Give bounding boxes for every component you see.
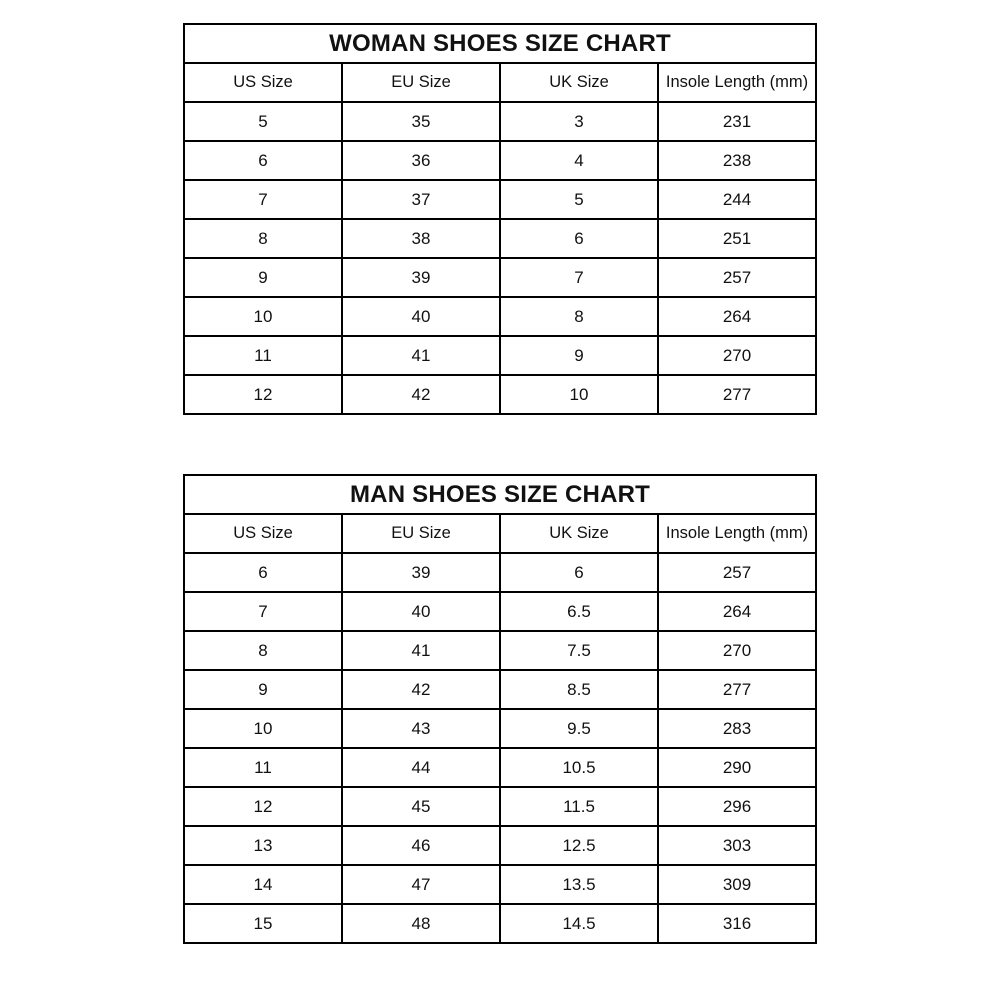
uk-size-cell: 6.5 <box>500 592 658 631</box>
us-size-cell: 5 <box>184 102 342 141</box>
table-row <box>184 631 816 670</box>
table-row <box>184 826 816 865</box>
us-size-cell: 10 <box>184 709 342 748</box>
table-row <box>184 219 816 258</box>
insole-length-cell: 257 <box>658 553 816 592</box>
eu-size-cell: 41 <box>342 336 500 375</box>
table-row <box>184 141 816 180</box>
us-size-cell: 6 <box>184 141 342 180</box>
eu-size-cell: 35 <box>342 102 500 141</box>
uk-size-cell: 9 <box>500 336 658 375</box>
eu-size-cell: 39 <box>342 258 500 297</box>
insole-length-cell: 270 <box>658 631 816 670</box>
table-row <box>184 904 816 943</box>
uk-size-cell: 7.5 <box>500 631 658 670</box>
insole-length-cell: 283 <box>658 709 816 748</box>
table-row <box>184 748 816 787</box>
eu-size-cell: 39 <box>342 553 500 592</box>
insole-length-cell: 264 <box>658 592 816 631</box>
eu-size-cell: 42 <box>342 670 500 709</box>
uk-size-cell: 6 <box>500 219 658 258</box>
table-row <box>184 553 816 592</box>
insole-length-cell: 296 <box>658 787 816 826</box>
table-row <box>184 865 816 904</box>
us-size-cell: 12 <box>184 787 342 826</box>
insole-length-cell: 231 <box>658 102 816 141</box>
uk-size-cell: 9.5 <box>500 709 658 748</box>
us-size-cell: 12 <box>184 375 342 414</box>
column-header-eu-size: EU Size <box>342 63 500 102</box>
table-row <box>184 375 816 414</box>
eu-size-cell: 40 <box>342 297 500 336</box>
man-table-body <box>184 553 816 943</box>
eu-size-cell: 45 <box>342 787 500 826</box>
insole-length-cell: 264 <box>658 297 816 336</box>
table-title-row <box>184 475 816 514</box>
eu-size-cell: 40 <box>342 592 500 631</box>
us-size-cell: 11 <box>184 748 342 787</box>
uk-size-cell: 10.5 <box>500 748 658 787</box>
column-header-insole-length: Insole Length (mm) <box>658 63 816 102</box>
table-row <box>184 336 816 375</box>
insole-length-cell: 257 <box>658 258 816 297</box>
uk-size-cell: 13.5 <box>500 865 658 904</box>
insole-length-cell: 309 <box>658 865 816 904</box>
us-size-cell: 14 <box>184 865 342 904</box>
us-size-cell: 10 <box>184 297 342 336</box>
insole-length-cell: 316 <box>658 904 816 943</box>
woman-size-chart-table <box>183 23 817 415</box>
table-row <box>184 258 816 297</box>
us-size-cell: 6 <box>184 553 342 592</box>
uk-size-cell: 12.5 <box>500 826 658 865</box>
woman-chart-title: WOMAN SHOES SIZE CHART <box>184 24 816 63</box>
eu-size-cell: 44 <box>342 748 500 787</box>
table-row <box>184 787 816 826</box>
us-size-cell: 9 <box>184 670 342 709</box>
man-size-chart-table <box>183 474 817 944</box>
eu-size-cell: 41 <box>342 631 500 670</box>
us-size-cell: 8 <box>184 631 342 670</box>
column-header-us-size: US Size <box>184 63 342 102</box>
uk-size-cell: 8.5 <box>500 670 658 709</box>
us-size-cell: 7 <box>184 180 342 219</box>
uk-size-cell: 14.5 <box>500 904 658 943</box>
us-size-cell: 13 <box>184 826 342 865</box>
uk-size-cell: 6 <box>500 553 658 592</box>
table-row <box>184 670 816 709</box>
uk-size-cell: 3 <box>500 102 658 141</box>
uk-size-cell: 5 <box>500 180 658 219</box>
column-header-uk-size: UK Size <box>500 514 658 553</box>
column-header-us-size: US Size <box>184 514 342 553</box>
eu-size-cell: 43 <box>342 709 500 748</box>
us-size-cell: 7 <box>184 592 342 631</box>
column-header-uk-size: UK Size <box>500 63 658 102</box>
man-chart-title: MAN SHOES SIZE CHART <box>184 475 816 514</box>
uk-size-cell: 8 <box>500 297 658 336</box>
table-title-row <box>184 24 816 63</box>
us-size-cell: 9 <box>184 258 342 297</box>
insole-length-cell: 244 <box>658 180 816 219</box>
column-header-insole-length: Insole Length (mm) <box>658 514 816 553</box>
uk-size-cell: 4 <box>500 141 658 180</box>
eu-size-cell: 38 <box>342 219 500 258</box>
insole-length-cell: 303 <box>658 826 816 865</box>
eu-size-cell: 48 <box>342 904 500 943</box>
eu-size-cell: 46 <box>342 826 500 865</box>
insole-length-cell: 277 <box>658 670 816 709</box>
woman-table-body <box>184 102 816 414</box>
table-row <box>184 180 816 219</box>
table-header-row <box>184 514 816 553</box>
eu-size-cell: 36 <box>342 141 500 180</box>
us-size-cell: 15 <box>184 904 342 943</box>
us-size-cell: 11 <box>184 336 342 375</box>
eu-size-cell: 37 <box>342 180 500 219</box>
table-row <box>184 709 816 748</box>
eu-size-cell: 47 <box>342 865 500 904</box>
uk-size-cell: 11.5 <box>500 787 658 826</box>
insole-length-cell: 277 <box>658 375 816 414</box>
table-row <box>184 102 816 141</box>
table-row <box>184 592 816 631</box>
us-size-cell: 8 <box>184 219 342 258</box>
insole-length-cell: 270 <box>658 336 816 375</box>
insole-length-cell: 290 <box>658 748 816 787</box>
insole-length-cell: 251 <box>658 219 816 258</box>
uk-size-cell: 7 <box>500 258 658 297</box>
table-header-row <box>184 63 816 102</box>
column-header-eu-size: EU Size <box>342 514 500 553</box>
insole-length-cell: 238 <box>658 141 816 180</box>
uk-size-cell: 10 <box>500 375 658 414</box>
table-row <box>184 297 816 336</box>
eu-size-cell: 42 <box>342 375 500 414</box>
